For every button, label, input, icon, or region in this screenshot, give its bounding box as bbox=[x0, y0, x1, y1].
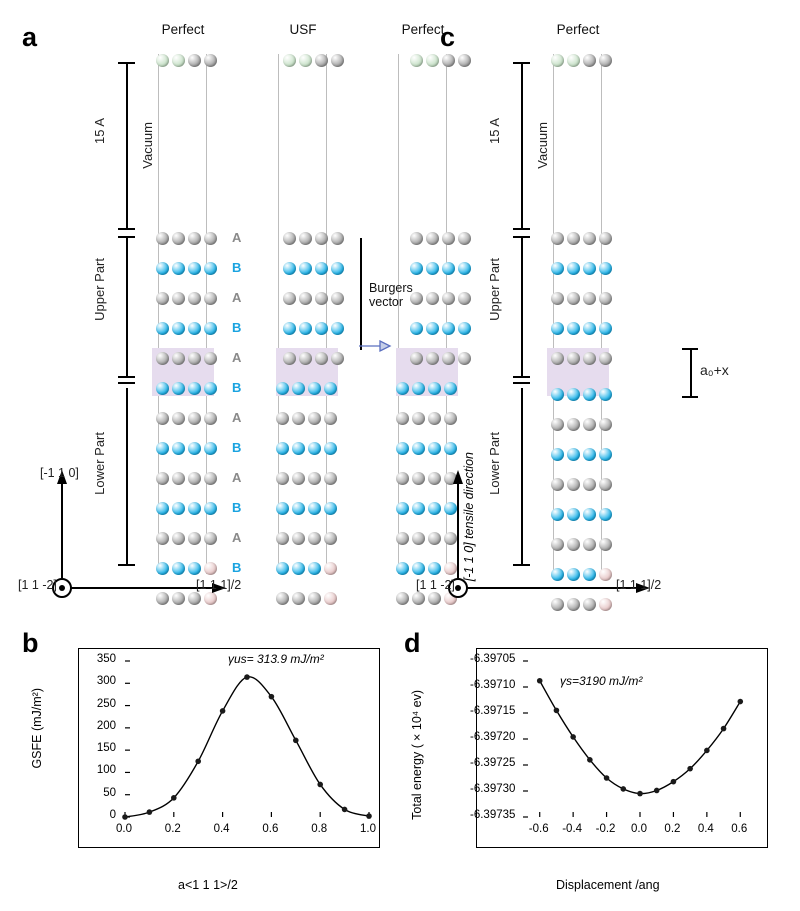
y-tick-label: 50 bbox=[103, 786, 116, 799]
x-tick-label: -0.6 bbox=[528, 823, 549, 835]
vacuum-bracket-c bbox=[521, 62, 523, 230]
column-title-perfect-2: Perfect bbox=[401, 22, 445, 37]
axis-horizontal-label-a: [1 1 1]/2 bbox=[196, 578, 242, 592]
stacking-letter-6: A bbox=[232, 410, 242, 425]
upper-bracket-bot-c bbox=[513, 376, 530, 378]
chart-b-xlabel: a<1 1 1>/2 bbox=[178, 878, 238, 892]
vacuum-bracket-top-c bbox=[513, 62, 530, 64]
upper-bracket-top-a bbox=[118, 236, 135, 238]
y-tick-label: -6.39710 bbox=[470, 679, 516, 691]
burgers-vector-label-line2: vector bbox=[369, 295, 404, 309]
x-tick-label: 1.0 bbox=[360, 823, 376, 835]
panel-letter-a: a bbox=[22, 22, 38, 52]
spacing-label-c bbox=[700, 362, 729, 378]
axis-out-of-plane-label-a: [1 1 -2] bbox=[18, 578, 57, 592]
x-tick-label: 0.4 bbox=[213, 823, 230, 835]
axis-indicator-c bbox=[420, 440, 670, 600]
y-tick-label: -6.39715 bbox=[470, 705, 516, 717]
axis-indicator-a bbox=[22, 440, 262, 600]
chart-b-ylabel: GSFE (mJ/m²) bbox=[30, 688, 44, 769]
y-tick-label: -6.39705 bbox=[470, 653, 516, 665]
burgers-vector-label bbox=[369, 281, 431, 309]
y-tick-label: 250 bbox=[96, 697, 116, 710]
chart-d-annotation: γs=3190 mJ/m² bbox=[560, 674, 643, 688]
y-tick-label: 100 bbox=[96, 764, 116, 777]
spacing-bracket-bot-c bbox=[682, 396, 698, 398]
stacking-letter-2: A bbox=[232, 290, 242, 305]
y-tick-label: -6.39725 bbox=[470, 757, 516, 769]
vacuum-bracket-top-a bbox=[118, 62, 135, 64]
y-tick-label: 200 bbox=[96, 719, 116, 732]
vacuum-size-a: 15 A bbox=[92, 118, 107, 145]
stacking-letter-8: A bbox=[232, 470, 242, 485]
x-tick-label: 0.0 bbox=[631, 823, 647, 835]
column-title-perfect-1: Perfect bbox=[161, 22, 205, 37]
axis-vertical-label-a: [-1 1 0] bbox=[40, 466, 79, 480]
vacuum-label-c: Vacuum bbox=[535, 122, 550, 169]
upper-part-bracket-a bbox=[126, 236, 128, 378]
x-tick-label: 0.2 bbox=[664, 823, 681, 835]
lower-part-label-a: Lower Part bbox=[92, 432, 107, 495]
x-tick-label: 0.6 bbox=[262, 823, 279, 835]
burgers-vector-label-line1: Burgers bbox=[369, 281, 413, 295]
chart-d-xlabel: Displacement /ang bbox=[556, 878, 660, 892]
x-tick-label: 0.8 bbox=[311, 823, 328, 835]
column-title-usf: USF bbox=[289, 22, 317, 37]
stacking-letter-1: B bbox=[232, 260, 242, 275]
stacking-letter-7: B bbox=[232, 440, 242, 455]
vacuum-label-a: Vacuum bbox=[140, 122, 155, 169]
spacing-label-text: a₀+x bbox=[700, 362, 729, 378]
panel-letter-c: c bbox=[440, 22, 456, 52]
stacking-letter-10: A bbox=[232, 530, 242, 545]
stacking-letter-5: B bbox=[232, 380, 242, 395]
burgers-arrow-icon bbox=[358, 338, 392, 354]
lower-bracket-top-a bbox=[118, 382, 135, 384]
stacking-letter-9: B bbox=[232, 500, 242, 515]
stacking-letter-0: A bbox=[232, 230, 242, 245]
axis-horizontal-label-c: [1 1 1]/2 bbox=[616, 578, 662, 592]
y-tick-label: 300 bbox=[96, 675, 116, 688]
upper-part-label-c: Upper Part bbox=[487, 258, 502, 321]
axis-out-of-plane-label-c: [1 1 -2] bbox=[416, 578, 455, 592]
tensile-direction-label-c: [-1 1 0] tensile direction bbox=[462, 452, 476, 582]
upper-bracket-top-c bbox=[513, 236, 530, 238]
x-tick-label: 0.4 bbox=[697, 823, 714, 835]
chart-b-frame bbox=[78, 648, 380, 848]
spacing-bracket-c bbox=[690, 348, 692, 398]
x-tick-label: 0.6 bbox=[731, 823, 748, 835]
panel-letter-d: d bbox=[404, 628, 421, 658]
x-tick-label: -0.4 bbox=[562, 823, 583, 835]
stacking-letter-4: A bbox=[232, 350, 242, 365]
y-tick-label: 0 bbox=[109, 809, 116, 821]
x-tick-label: -0.2 bbox=[595, 823, 616, 835]
y-tick-label: 350 bbox=[96, 653, 116, 665]
burgers-vertical-line bbox=[360, 238, 362, 350]
y-tick-label: -6.39735 bbox=[470, 809, 516, 821]
lower-bracket-top-c bbox=[513, 382, 530, 384]
upper-part-label-a: Upper Part bbox=[92, 258, 107, 321]
y-tick-label: -6.39720 bbox=[470, 731, 516, 743]
upper-part-bracket-c bbox=[521, 236, 523, 378]
lower-part-label-c: Lower Part bbox=[487, 432, 502, 495]
chart-d-ylabel: Total energy (×10⁴ ev) bbox=[410, 690, 424, 820]
x-tick-label: 0.0 bbox=[116, 823, 132, 835]
x-tick-label: 0.2 bbox=[164, 823, 181, 835]
spacing-bracket-top-c bbox=[682, 348, 698, 350]
y-tick-label: 150 bbox=[96, 742, 116, 755]
column-title-perfect-c: Perfect bbox=[556, 22, 600, 37]
vacuum-bracket-bot-c bbox=[513, 228, 530, 230]
chart-b-plot bbox=[79, 649, 379, 847]
y-tick-label: -6.39730 bbox=[470, 783, 516, 795]
chart-b-annotation: γus= 313.9 mJ/m² bbox=[228, 652, 324, 666]
upper-bracket-bot-a bbox=[118, 376, 135, 378]
panel-letter-b: b bbox=[22, 628, 39, 658]
vacuum-size-c: 15 A bbox=[487, 118, 502, 145]
vacuum-bracket-bot-a bbox=[118, 228, 135, 230]
stacking-letter-11: B bbox=[232, 560, 242, 575]
stacking-letter-3: B bbox=[232, 320, 242, 335]
vacuum-bracket-a bbox=[126, 62, 128, 230]
atom-stack-usf bbox=[270, 40, 350, 580]
